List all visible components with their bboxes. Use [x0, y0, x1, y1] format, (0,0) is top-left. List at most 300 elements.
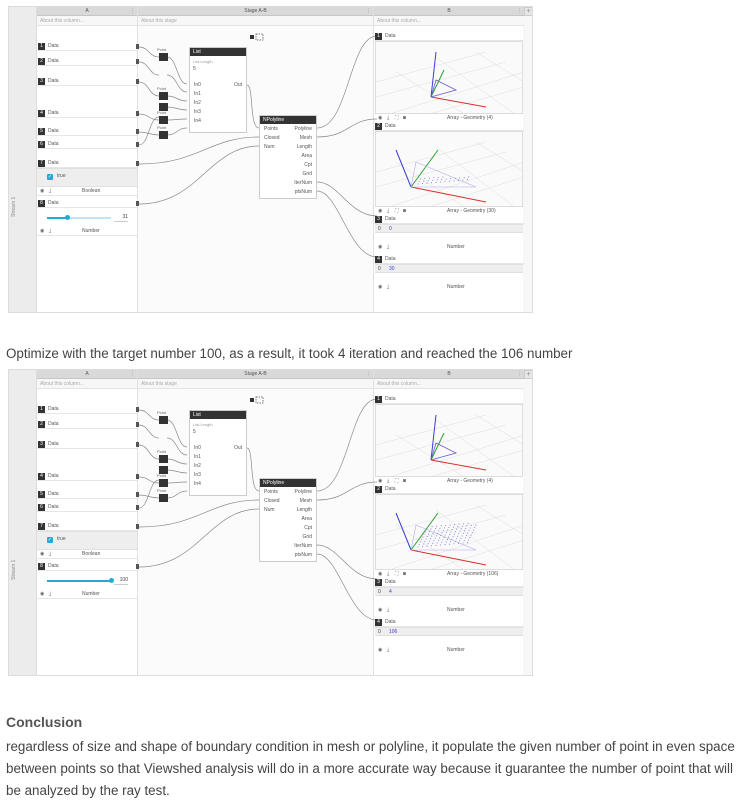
add-column-button[interactable]: + [524, 370, 533, 379]
column-description-b[interactable]: About this column... [374, 16, 524, 26]
stream-label: Stream 1 [11, 196, 17, 217]
grid-point [420, 541, 421, 542]
grid-point [428, 543, 429, 544]
grid-point [463, 533, 464, 534]
row-badge: 6 [38, 141, 45, 148]
grid-point [438, 530, 439, 531]
checkbox[interactable]: ✓ [47, 537, 53, 543]
number-slider[interactable] [47, 217, 111, 219]
row-label: Data [385, 216, 396, 222]
grid-point [465, 528, 466, 529]
number-label: Number [447, 284, 465, 290]
output-pin[interactable] [136, 129, 139, 134]
output-port-mesh[interactable]: Mesh [299, 498, 312, 504]
output-port-length[interactable]: Length [296, 144, 312, 150]
input-port-closed[interactable]: Closed [264, 135, 280, 141]
row-label: Data [48, 110, 59, 116]
output-port-polyline[interactable]: Polyline [294, 126, 312, 132]
input-row[interactable] [37, 472, 137, 481]
camera-icon[interactable]: ◙ [403, 208, 408, 214]
download-icon[interactable]: ⤓ [387, 115, 391, 121]
number-footer [375, 646, 523, 654]
grid-point [452, 529, 453, 530]
grid-point [453, 543, 454, 544]
point-label: Point [157, 86, 167, 91]
boolean-label: Boolean [82, 551, 101, 557]
point-node[interactable] [159, 416, 168, 424]
grid-point [453, 180, 454, 181]
stage-description[interactable]: About this stage [138, 16, 373, 26]
list-node[interactable] [189, 47, 247, 133]
grid-point [427, 536, 428, 537]
grid-point [468, 523, 469, 524]
grid-point [454, 534, 455, 535]
grid-point [470, 527, 471, 528]
column-title: A [85, 8, 89, 14]
grid-point [428, 180, 429, 181]
grid-point [420, 178, 421, 179]
output-port-iternum[interactable]: IterNum [294, 543, 312, 549]
number-slider[interactable] [47, 580, 111, 582]
npolyline-node-title: NPolyline [260, 479, 316, 487]
geometry-viewport[interactable] [375, 41, 523, 114]
grid-point [435, 528, 436, 529]
grid-point [466, 535, 467, 536]
grid-point [432, 533, 433, 534]
input-row[interactable] [37, 140, 137, 149]
output-pin[interactable] [136, 161, 139, 166]
point-node[interactable] [159, 92, 168, 100]
geometry-viewport[interactable] [375, 494, 523, 570]
grid-point [453, 527, 454, 528]
output-row[interactable] [374, 32, 524, 41]
slider-knob[interactable] [65, 215, 70, 220]
input-row[interactable] [37, 77, 137, 86]
input-row[interactable] [37, 109, 137, 118]
number-label: Number [82, 228, 100, 234]
column-description-a[interactable]: About this column... [37, 379, 137, 389]
row-badge: 4 [38, 110, 45, 117]
npolyline-node[interactable] [259, 115, 317, 199]
point-node[interactable] [159, 116, 168, 124]
output-pin[interactable] [136, 564, 139, 569]
grid-point [449, 534, 450, 535]
grid-point [457, 526, 458, 527]
output-port-cpt[interactable]: Cpt [304, 525, 312, 531]
grid-point [446, 532, 447, 533]
row-badge: 4 [38, 473, 45, 480]
grid-point [438, 177, 439, 178]
grid-point [426, 183, 427, 184]
output-port-ptsnum[interactable]: ptsNum [294, 189, 312, 195]
download-icon[interactable]: ⤓ [387, 208, 391, 214]
output-pin[interactable] [136, 111, 139, 116]
input-port-num[interactable]: Num [264, 507, 275, 513]
value-number: 0 [389, 226, 392, 232]
output-port-grid[interactable]: Grid [302, 534, 312, 540]
stream-label: Stream 1 [11, 559, 17, 580]
number-label: Number [447, 607, 465, 613]
grid-point [429, 531, 430, 532]
output-row[interactable] [374, 618, 524, 627]
row-label: Data [48, 421, 59, 427]
camera-icon[interactable]: ◙ [403, 571, 408, 577]
slider-value[interactable]: 31 [114, 213, 128, 222]
camera-icon[interactable]: ◙ [403, 115, 408, 121]
grid-point [423, 534, 424, 535]
column-title: B [447, 371, 451, 377]
column-menu-icon[interactable]: ⋮ [130, 8, 135, 14]
grid-point [447, 529, 448, 530]
grid-point [449, 544, 450, 545]
grid-point [445, 534, 446, 535]
column-menu-icon[interactable]: ⋮ [366, 8, 371, 14]
boolean-footer [37, 550, 137, 559]
input-port-in0[interactable]: In0 [194, 445, 201, 451]
grid-point [473, 530, 474, 531]
number-footer [37, 590, 137, 599]
input-port-closed[interactable]: Closed [264, 498, 280, 504]
value-list [375, 264, 523, 273]
grid-point [423, 181, 424, 182]
grid-point [428, 534, 429, 535]
column-title: Stage A-B [244, 8, 267, 14]
eye-icon[interactable]: ◉ [378, 607, 384, 613]
grid-point [426, 546, 427, 547]
row-badge: 5 [38, 128, 45, 135]
row-label: Data [385, 33, 396, 39]
grid-point [429, 178, 430, 179]
column-menu-icon[interactable]: ⋮ [517, 371, 522, 377]
grid-point [467, 542, 468, 543]
grid-point [431, 536, 432, 537]
viewport-label: Array - Geometry (30) [447, 208, 496, 214]
list-length-label: List.Length [193, 422, 213, 427]
input-row[interactable] [37, 127, 137, 136]
row-label: Data [48, 128, 59, 134]
grid-point [450, 532, 451, 533]
grid-point [435, 545, 436, 546]
grid-point [462, 535, 463, 536]
output-pin[interactable] [136, 201, 139, 206]
grid-point [461, 528, 462, 529]
grid-point [444, 544, 445, 545]
viewport-footer [375, 207, 523, 215]
grid-point [432, 526, 433, 527]
grid-point [445, 525, 446, 526]
row-badge: 4 [375, 256, 382, 263]
output-pin[interactable] [136, 59, 139, 64]
grid-point [422, 536, 423, 537]
slider-value[interactable]: 100 [114, 576, 128, 585]
row-label: Data [48, 473, 59, 479]
column-menu-icon[interactable]: ⋮ [517, 8, 522, 14]
fit-view-icon[interactable]: ⛶ [395, 115, 400, 121]
stage-description[interactable]: About this stage [138, 379, 373, 389]
grid-point [462, 179, 463, 180]
row-badge: 3 [38, 78, 45, 85]
output-pin[interactable] [136, 474, 139, 479]
eye-icon[interactable]: ◉ [40, 551, 46, 557]
grid-point [424, 541, 425, 542]
row-badge: 3 [375, 216, 382, 223]
input-port-points[interactable]: Points [264, 489, 278, 495]
list-node[interactable] [189, 410, 247, 496]
grid-point [436, 535, 437, 536]
grid-point [432, 543, 433, 544]
download-icon[interactable]: ⤓ [387, 478, 391, 484]
row-label: Data [48, 78, 59, 84]
input-row[interactable] [37, 420, 137, 429]
output-port-length[interactable]: Length [296, 507, 312, 513]
grid-point [464, 530, 465, 531]
grid-point [457, 536, 458, 537]
eye-icon[interactable]: ◉ [378, 478, 384, 484]
grid-point [444, 181, 445, 182]
list-length-value: 5 [193, 66, 196, 72]
grid-point [431, 545, 432, 546]
output-pin[interactable] [136, 44, 139, 49]
grid-point [448, 527, 449, 528]
input-port-in2[interactable]: In2 [194, 463, 201, 469]
download-icon[interactable]: ⤓ [387, 607, 391, 613]
viewport-label: Array - Geometry (4) [447, 115, 493, 121]
output-pin[interactable] [136, 524, 139, 529]
point-label: Point [157, 110, 167, 115]
grid-point [469, 537, 470, 538]
row-badge: 7 [38, 523, 45, 530]
list-node-title: List [190, 48, 246, 56]
grid-point [459, 524, 460, 525]
fit-view-icon[interactable]: ⛶ [395, 571, 400, 577]
row-label: Data [48, 160, 59, 166]
output-pin[interactable] [136, 79, 139, 84]
download-icon[interactable]: ⤓ [49, 228, 53, 234]
output-port-out[interactable]: Out [234, 445, 243, 451]
eye-icon[interactable]: ◉ [40, 228, 46, 234]
grid-point [468, 530, 469, 531]
input-row[interactable] [37, 522, 137, 531]
grid-point [434, 531, 435, 532]
row-label: Data [48, 441, 59, 447]
input-row[interactable] [37, 562, 137, 571]
eye-icon[interactable]: ◉ [378, 244, 384, 250]
camera-icon[interactable]: ◙ [403, 478, 408, 484]
output-port-grid[interactable]: Grid [302, 171, 312, 177]
output-port-polyline[interactable]: Polyline [294, 489, 312, 495]
input-row[interactable] [37, 199, 137, 208]
input-row[interactable] [37, 42, 137, 51]
column-description-a[interactable]: About this column... [37, 16, 137, 26]
grid-point [458, 180, 459, 181]
value-index: 0 [378, 266, 381, 272]
input-port-num[interactable]: Num [264, 144, 275, 150]
input-port-in3[interactable]: In3 [194, 109, 201, 115]
grid-point [453, 536, 454, 537]
grid-point [475, 525, 476, 526]
grid-point [436, 526, 437, 527]
output-pin[interactable] [136, 407, 139, 412]
grid-point [462, 526, 463, 527]
grid-point [465, 537, 466, 538]
output-row[interactable] [374, 485, 524, 494]
grid-point [440, 544, 441, 545]
row-badge: 2 [38, 58, 45, 65]
boolean-value: true [57, 173, 66, 179]
output-row[interactable] [374, 255, 524, 264]
grid-point [441, 525, 442, 526]
download-icon[interactable]: ⤓ [387, 571, 391, 577]
viewport-label: Array - Geometry (106) [447, 571, 499, 577]
grid-point [460, 538, 461, 539]
grid-point [421, 539, 422, 540]
input-port-in4[interactable]: In4 [194, 481, 201, 487]
eye-icon[interactable]: ◉ [378, 571, 384, 577]
grid-point [435, 182, 436, 183]
input-row[interactable] [37, 490, 137, 499]
grid-point [437, 179, 438, 180]
output-pin[interactable] [136, 505, 139, 510]
grid-point [439, 537, 440, 538]
grid-point [455, 531, 456, 532]
grid-point [433, 177, 434, 178]
output-port-area[interactable]: Area [301, 153, 312, 159]
row-badge: 6 [38, 504, 45, 511]
input-port-in1[interactable]: In1 [194, 454, 201, 460]
point-node[interactable] [159, 494, 168, 502]
viewport-label: Array - Geometry (4) [447, 478, 493, 484]
input-row[interactable] [37, 440, 137, 449]
grid-point [471, 535, 472, 536]
eye-icon[interactable]: ◉ [378, 284, 384, 290]
eye-icon[interactable]: ◉ [378, 647, 384, 653]
checkbox[interactable]: ✓ [47, 174, 53, 180]
output-pin[interactable] [136, 492, 139, 497]
grid-point [468, 540, 469, 541]
input-row[interactable] [37, 405, 137, 414]
conclusion-title: Conclusion [6, 714, 83, 730]
input-port-points[interactable]: Points [264, 126, 278, 132]
point-node[interactable] [159, 455, 168, 463]
eye-icon[interactable]: ◉ [378, 115, 384, 121]
output-port-area[interactable]: Area [301, 516, 312, 522]
output-pin[interactable] [136, 422, 139, 427]
point-node[interactable] [159, 479, 168, 487]
grid-point [441, 532, 442, 533]
grid-point [438, 540, 439, 541]
download-icon[interactable]: ⤓ [49, 188, 53, 194]
grid-point [464, 177, 465, 178]
input-row[interactable] [37, 57, 137, 66]
number-footer [375, 606, 523, 614]
input-port-in1[interactable]: In1 [194, 91, 201, 97]
output-row[interactable] [374, 122, 524, 131]
column-title: B [447, 8, 451, 14]
output-row[interactable] [374, 215, 524, 224]
output-port-out[interactable]: Out [234, 82, 243, 88]
download-icon[interactable]: ⤓ [387, 647, 391, 653]
download-icon[interactable]: ⤓ [387, 244, 391, 250]
input-port-in4[interactable]: In4 [194, 118, 201, 124]
row-label: Data [48, 491, 59, 497]
grid-point [446, 542, 447, 543]
value-list [375, 587, 523, 596]
value-index: 0 [378, 629, 381, 635]
viewport-canvas [376, 405, 523, 477]
value-index: 0 [378, 226, 381, 232]
number-footer [37, 227, 137, 236]
input-port-in2[interactable]: In2 [194, 100, 201, 106]
input-row[interactable] [37, 159, 137, 168]
column-description-b[interactable]: About this column... [374, 379, 524, 389]
output-row[interactable] [374, 395, 524, 404]
input-port-in0[interactable]: In0 [194, 82, 201, 88]
grid-point [472, 532, 473, 533]
caption-text: Optimize with the target number 100, as a result, it took 4 iteration and reached the 106 number [6, 346, 573, 361]
add-column-button[interactable]: + [524, 7, 533, 16]
download-icon[interactable]: ⤓ [387, 284, 391, 290]
grid-point [417, 546, 418, 547]
input-port-in3[interactable]: In3 [194, 472, 201, 478]
npolyline-node[interactable] [259, 478, 317, 562]
fit-view-icon[interactable]: ⛶ [395, 208, 400, 214]
grid-point [471, 525, 472, 526]
output-row[interactable] [374, 578, 524, 587]
grid-point [441, 179, 442, 180]
geometry-viewport[interactable] [375, 404, 523, 477]
point-node[interactable] [159, 131, 168, 139]
input-row[interactable] [37, 503, 137, 512]
output-port-cpt[interactable]: Cpt [304, 162, 312, 168]
grid-point [417, 183, 418, 184]
eye-icon[interactable]: ◉ [40, 591, 46, 597]
grid-point [419, 181, 420, 182]
output-pin[interactable] [136, 442, 139, 447]
value-number: 4 [389, 589, 392, 595]
point-node[interactable] [159, 53, 168, 61]
row-label: Data [385, 619, 396, 625]
slider-fill [47, 580, 111, 582]
boolean-label: Boolean [82, 188, 101, 194]
viewport-footer [375, 114, 523, 122]
viewport-canvas [376, 42, 523, 114]
eye-icon[interactable]: ◉ [40, 188, 46, 194]
column-menu-icon[interactable]: ⋮ [130, 371, 135, 377]
viewport-footer [375, 477, 523, 485]
editor-screenshot-after [8, 369, 533, 676]
grid-point [444, 537, 445, 538]
eye-icon[interactable]: ◉ [378, 208, 384, 214]
point-label: Point [157, 47, 167, 52]
output-port-ptsnum[interactable]: ptsNum [294, 552, 312, 558]
grid-point [446, 179, 447, 180]
grid-point [459, 540, 460, 541]
column-menu-icon[interactable]: ⋮ [366, 371, 371, 377]
row-badge: 7 [38, 160, 45, 167]
geometry-viewport[interactable] [375, 131, 523, 207]
download-icon[interactable]: ⤓ [49, 591, 53, 597]
number-label: Number [447, 647, 465, 653]
download-icon[interactable]: ⤓ [49, 551, 53, 557]
grid-point [423, 544, 424, 545]
grid-point [425, 531, 426, 532]
grid-point [430, 529, 431, 530]
output-port-mesh[interactable]: Mesh [299, 135, 312, 141]
row-badge: 3 [38, 441, 45, 448]
output-pin[interactable] [136, 142, 139, 147]
fit-view-icon[interactable]: ⛶ [395, 478, 400, 484]
output-port-iternum[interactable]: IterNum [294, 180, 312, 186]
